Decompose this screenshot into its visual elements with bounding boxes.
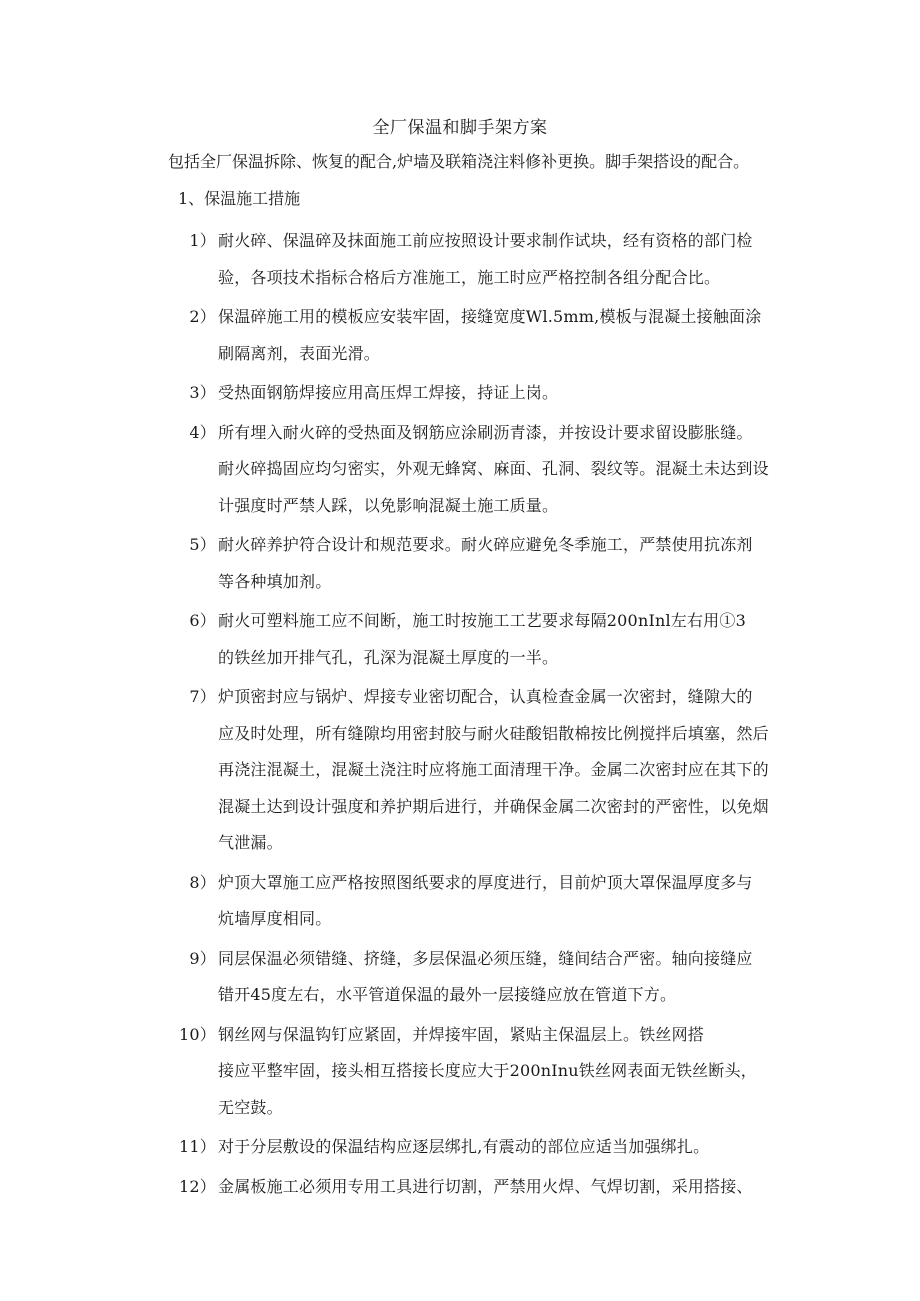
list-item-first-line xyxy=(0,415,920,452)
list-item xyxy=(0,679,920,862)
list-item-continuation-line: 验，各项技术指标合格后方准施工，施工时应严格控制各组分配合比。 xyxy=(218,267,721,287)
list-item-text: 保温碎施工用的模板应安装牢固，接缝宽度Wl.5mm,模板与混凝土接触面涂 xyxy=(218,307,762,326)
list-item-first-line xyxy=(0,223,920,260)
list-item-continuation-line: 气泄漏。 xyxy=(218,833,283,852)
list-item xyxy=(0,941,920,1014)
list-item-first-line xyxy=(0,299,920,336)
list-item xyxy=(0,299,920,372)
list-item-first-line xyxy=(0,1017,920,1054)
list-item-number: 3） xyxy=(189,383,216,402)
list-item-first-line xyxy=(0,375,920,412)
list-item-text: 耐火碎、保温碎及抹面施工前应按照设计要求制作试块，经有资格的部门检 xyxy=(218,231,753,250)
list-item-text: 所有埋入耐火碎的受热面及钢筋应涂刷沥青漆，并按设计要求留设膨胀缝。 xyxy=(218,422,753,442)
list-item-number: 9） xyxy=(189,948,216,968)
list-item xyxy=(0,375,920,412)
list-item-first-line xyxy=(0,1169,920,1206)
list-item-number: 8） xyxy=(189,872,216,892)
list-item xyxy=(0,223,920,296)
list-item-first-line xyxy=(0,679,920,716)
list-item-first-line xyxy=(0,527,920,564)
list-item-continuation-line: 再浇注混凝土，混凝土浇注时应将施工面清理干净。金属二次密封应在其下的 xyxy=(218,760,769,779)
section-heading: 1、保温施工措施 xyxy=(178,189,301,208)
list-item-first-line xyxy=(0,1129,920,1166)
list-item-text: 受热面钢筋焊接应用高压焊工焊接，持证上岗。 xyxy=(218,383,559,402)
list-item-number: 6） xyxy=(189,611,216,630)
list-item-text: 钢丝网与保温钩钉应紧固，并焊接牢固，紧贴主保温层上。铁丝网搭 xyxy=(218,1024,705,1044)
list-item-text: 耐火碎养护符合设计和规范要求。耐火碎应避免冬季施工，严禁使用抗冻剂 xyxy=(218,535,753,554)
list-item-number: 2） xyxy=(189,307,216,326)
list-item-continuation-line: 混凝土达到设计强度和养护期后进行，并确保金属二次密封的严密性，以免烟 xyxy=(218,796,769,816)
list-item-continuation-line: 等各种填加剂。 xyxy=(218,571,332,591)
list-item-continuation-line: 应及时处理，所有缝隙均用密封胶与耐火硅酸铝散棉按比例搅拌后填塞，然后 xyxy=(218,723,769,743)
list-item-text: 同层保温必须错缝、挤缝，多层保温必须压缝，缝间结合严密。轴向接缝应 xyxy=(218,948,753,968)
list-item-continuation-line: 接应平整牢固，接头相互搭接长度应大于200nInu铁丝网表面无铁丝断头， xyxy=(218,1061,757,1080)
list-item-text: 对于分层敷设的保温结构应逐层绑扎,有震动的部位应适当加强绑扎。 xyxy=(218,1137,710,1156)
list-item-continuation-line: 的铁丝加开排气孔，孔深为混凝土厚度的一半。 xyxy=(218,647,559,667)
list-item xyxy=(0,1129,920,1166)
list-item-continuation-line: 耐火碎捣固应均匀密实，外观无蜂窝、麻面、孔洞、裂纹等。混凝土未达到设 xyxy=(218,459,769,478)
list-item xyxy=(0,603,920,676)
list-item-number: 12） xyxy=(179,1176,216,1196)
list-item-number: 5） xyxy=(189,535,216,554)
list-item-continuation-line: 炕墙厚度相同。 xyxy=(218,909,332,928)
measures-list xyxy=(0,223,920,1208)
list-item-first-line xyxy=(0,941,920,978)
list-item-continuation-line: 错开45度左右，水平管道保温的最外一层接缝应放在管道下方。 xyxy=(218,985,677,1004)
list-item xyxy=(0,865,920,938)
list-item-number: 11） xyxy=(179,1137,216,1156)
list-item-continuation-line: 计强度时严禁人踩，以免影响混凝土施工质量。 xyxy=(218,495,559,515)
list-item xyxy=(0,1017,920,1127)
document-title: 全厂保温和脚手架方案 xyxy=(372,118,548,138)
list-item-number: 7） xyxy=(189,687,216,706)
list-item-number: 1） xyxy=(189,231,216,250)
list-item xyxy=(0,415,920,525)
list-item-continuation-line: 刷隔离剂，表面光滑。 xyxy=(218,343,381,363)
intro-paragraph: 包括全厂保温拆除、恢复的配合,炉墙及联箱浇注料修补更换。脚手架搭设的配合。 xyxy=(168,152,750,171)
list-item-text: 炉顶大罩施工应严格按照图纸要求的厚度进行，目前炉顶大罩保温厚度多与 xyxy=(218,872,753,892)
list-item-text: 耐火可塑料施工应不间断，施工时按施工工艺要求每隔200nInl左右用①3 xyxy=(218,611,746,630)
list-item xyxy=(0,527,920,600)
list-item-first-line xyxy=(0,865,920,902)
list-item-text: 炉顶密封应与锅炉、焊接专业密切配合，认真检查金属一次密封，缝隙大的 xyxy=(218,687,753,706)
list-item-text: 金属板施工必须用专用工具进行切割，严禁用火焊、气焊切割，采用搭接、 xyxy=(218,1176,753,1196)
list-item-first-line xyxy=(0,603,920,640)
list-item-number: 4） xyxy=(189,422,216,442)
list-item-number: 10） xyxy=(179,1024,216,1044)
list-item xyxy=(0,1169,920,1206)
list-item-continuation-line: 无空鼓。 xyxy=(218,1097,283,1117)
